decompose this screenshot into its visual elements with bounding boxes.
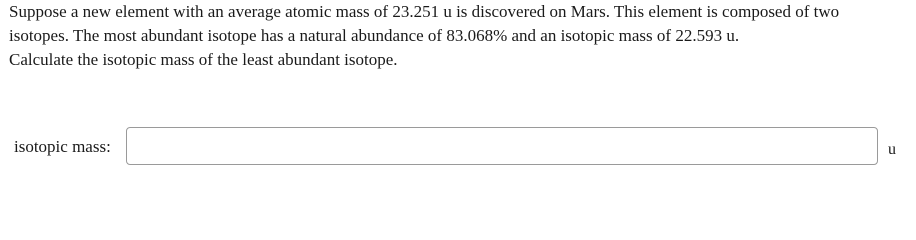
- answer-row: [0, 127, 916, 167]
- unit-label: u: [888, 141, 896, 158]
- question-line-1: Suppose a new element with an average atomic mass of 23.251 u is discovered on Mars. This element is composed of two: [9, 2, 840, 21]
- isotopic-mass-input[interactable]: [126, 127, 878, 165]
- question-line-3: Calculate the isotopic mass of the least abundant isotope.: [9, 50, 398, 69]
- isotopic-mass-label: isotopic mass:: [14, 137, 111, 156]
- question-text: [9, 0, 909, 72]
- question-line-2: isotopes. The most abundant isotope has a natural abundance of 83.068% and an isotopic mass of 22.593 u.: [9, 26, 740, 45]
